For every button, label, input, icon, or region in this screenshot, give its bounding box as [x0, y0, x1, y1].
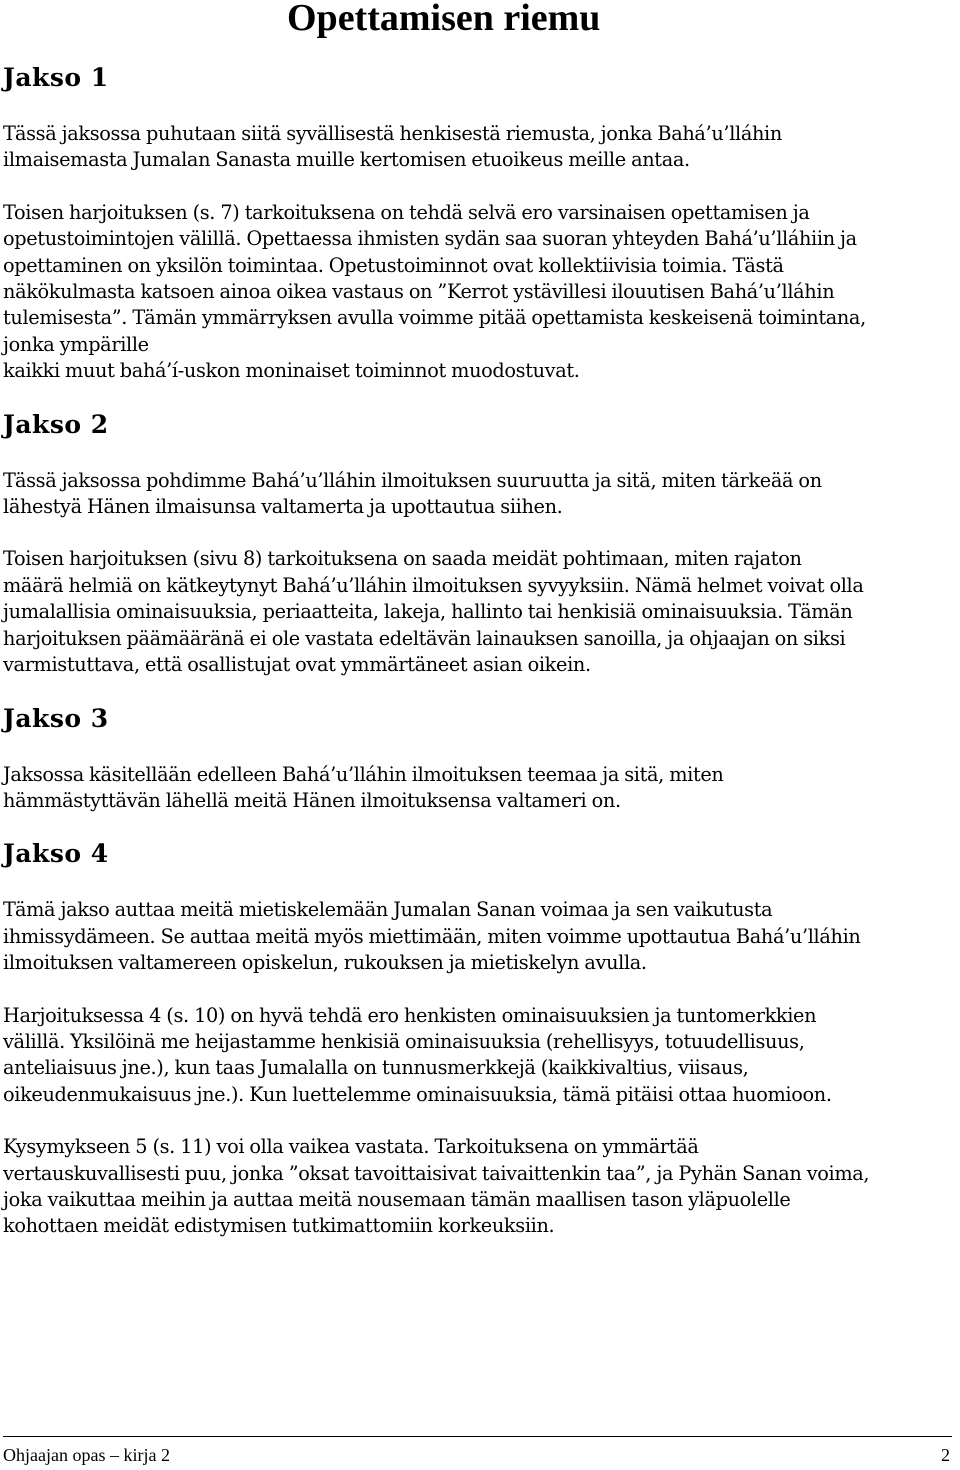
text-line: Toisen harjoituksen (sivu 8) tarkoituksena on saada meidät pohtimaan, miten rajaton: [3, 547, 802, 571]
text-line: Kysymykseen 5 (s. 11) voi olla vaikea vastata. Tarkoituksena on ymmärtää: [3, 1135, 699, 1159]
section-jakso-3: [3, 699, 958, 815]
section-heading: Jakso 3: [3, 703, 109, 733]
text-line: Toisen harjoituksen (s. 7) tarkoituksena on tehdä selvä ero varsinaisen opettamisen ja: [3, 200, 810, 224]
text-line: jonka ympärille: [3, 332, 149, 356]
paragraph: [3, 1134, 958, 1240]
paragraph: [3, 897, 958, 976]
text-line: varmistuttava, että osallistujat ovat ymmärtäneet asian oikein.: [3, 653, 591, 677]
text-line: vertauskuvallisesti puu, jonka ”oksat tavoittaisivat taivaittenkin taa”, ja Pyhän Sanan voima,: [3, 1161, 870, 1185]
paragraph: [3, 1003, 958, 1109]
footer-page-number: 2: [941, 1445, 950, 1465]
text-line: kohottaen meidät edistymisen tutkimattomiin korkeuksiin.: [3, 1214, 555, 1238]
text-line: näkökulmasta katsoen ainoa oikea vastaus on ”Kerrot ystävillesi ilouutisen Bahá’u’lláhin: [3, 280, 835, 304]
text-line: opettaminen on yksilön toimintaa. Opetustoiminnot ovat kollektiivisia toimia. Tästä: [3, 253, 784, 277]
paragraph: [3, 468, 958, 521]
text-line: määrä helmiä on kätkeytynyt Bahá’u’lláhin ilmoituksen syvyyksiin. Nämä helmet voivat olla: [3, 573, 864, 597]
paragraph: [3, 200, 958, 385]
section-heading: Jakso 4: [3, 839, 109, 869]
footer-title: Ohjaajan opas – kirja 2: [3, 1445, 170, 1465]
paragraph: [3, 121, 958, 174]
text-line: kaikki muut bahá’í-uskon moninaiset toiminnot muodostuvat.: [3, 359, 580, 383]
paragraph: [3, 762, 958, 815]
text-line: ihmissydämeen. Se auttaa meitä myös miettimään, miten voimme upottautua Bahá’u’lláhin: [3, 924, 861, 948]
text-line: Tämä jakso auttaa meitä mietiskelemään Jumalan Sanan voimaa ja sen vaikutusta: [3, 898, 773, 922]
page-title: Opettamisen riemu: [287, 0, 601, 39]
section-jakso-4: [3, 834, 958, 1239]
text-line: oikeudenmukaisuus jne.). Kun luettelemme ominaisuuksia, tämä pitäisi ottaa huomioon.: [3, 1082, 832, 1106]
section-heading: Jakso 2: [3, 409, 109, 439]
text-line: hämmästyttävän lähellä meitä Hänen ilmoituksensa valtameri on.: [3, 788, 621, 812]
text-line: välillä. Yksilöinä me heijastamme henkisiä ominaisuuksia (rehellisyys, totuudellisuus,: [3, 1029, 805, 1053]
text-line: ilmaisemasta Jumalan Sanasta muille kertomisen etuoikeus meille antaa.: [3, 148, 690, 172]
text-line: tulemisesta”. Tämän ymmärryksen avulla voimme pitää opettamista keskeisenä toimintana,: [3, 306, 866, 330]
text-line: harjoituksen päämääränä ei ole vastata edeltävän lainauksen sanoilla, ja ohjaajan on siksi: [3, 626, 846, 650]
footer-divider: [3, 1436, 952, 1437]
text-line: Jaksossa käsitellään edelleen Bahá’u’lláhin ilmoituksen teemaa ja sitä, miten: [3, 762, 724, 786]
text-line: anteliaisuus jne.), kun taas Jumalalla on tunnusmerkkejä (kaikkivaltius, viisaus,: [3, 1056, 749, 1080]
text-line: Tässä jaksossa pohdimme Bahá’u’lláhin ilmoituksen suuruutta ja sitä, miten tärkeää on: [3, 468, 822, 492]
text-line: jumalallisia ominaisuuksia, periaatteita, lakeja, hallinto tai henkisiä ominaisuuksia. Tämän: [3, 600, 853, 624]
document-body: [3, 58, 958, 1240]
section-jakso-1: [3, 58, 958, 385]
text-line: Tässä jaksossa puhutaan siitä syvällisestä henkisestä riemusta, jonka Bahá’u’lláhin: [3, 122, 782, 145]
section-jakso-2: [3, 405, 958, 679]
paragraph: [3, 546, 958, 678]
text-line: lähestyä Hänen ilmaisunsa valtamerta ja upottautua siihen.: [3, 495, 563, 519]
text-line: opetustoimintojen välillä. Opettaessa ihmisten sydän saa suoran yhteyden Bahá’u’lláhiin ja: [3, 227, 857, 251]
text-line: ilmoituksen valtamereen opiskelun, rukouksen ja mietiskelyn avulla.: [3, 951, 647, 975]
section-heading: Jakso 1: [3, 63, 109, 92]
text-line: Harjoituksessa 4 (s. 10) on hyvä tehdä ero henkisten ominaisuuksien ja tuntomerkkien: [3, 1003, 817, 1027]
text-line: joka vaikuttaa meihin ja auttaa meitä nousemaan tämän maallisen tason yläpuolelle: [3, 1187, 791, 1211]
